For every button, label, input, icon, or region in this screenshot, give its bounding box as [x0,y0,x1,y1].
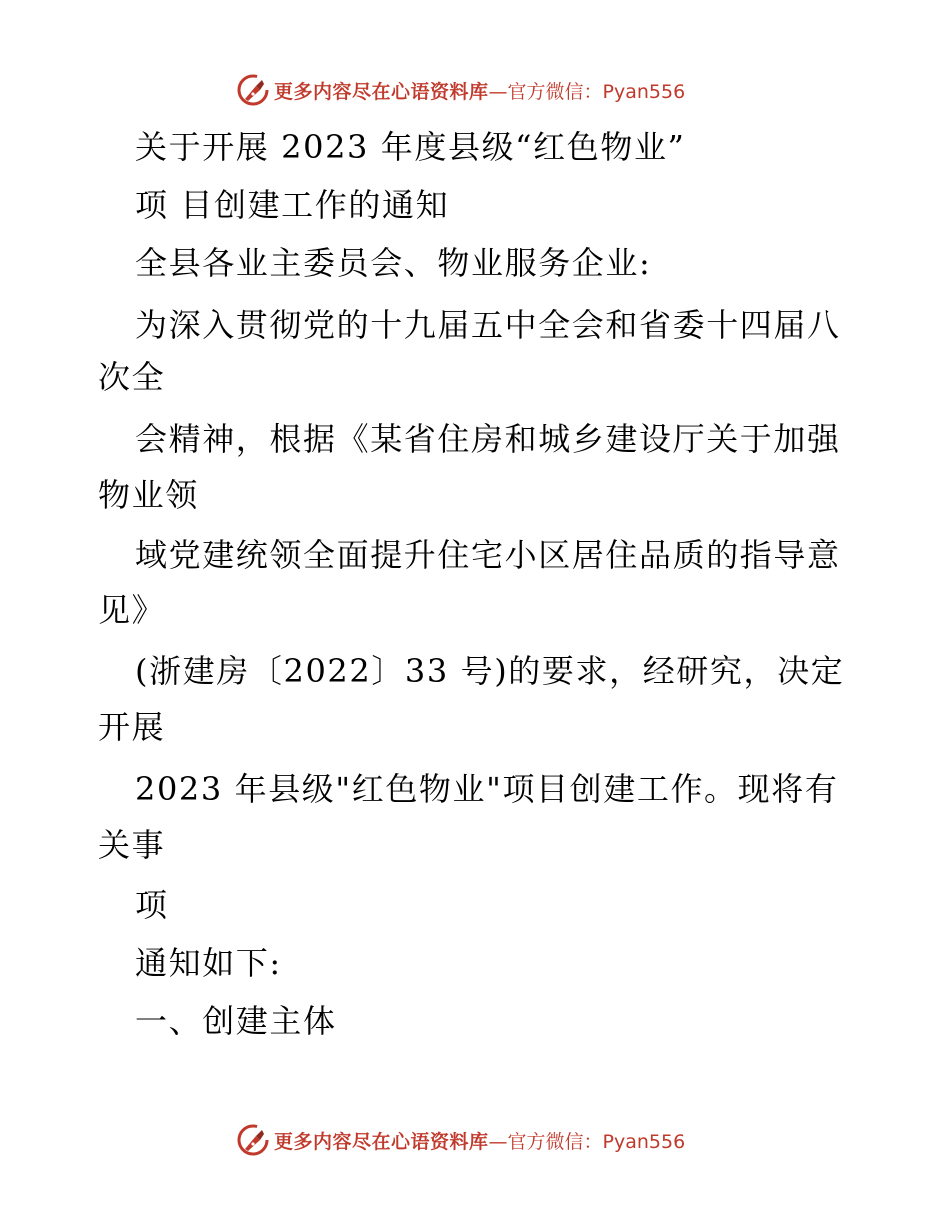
paragraph-line: 为深入贯彻党的十九届五中全会和省委十四届八 [135,306,841,344]
paragraph-line: 域党建统领全面提升住宅小区居住品质的指导意 [135,536,841,574]
paragraph-line: 2023 年县级"红色物业"项目创建工作。现将有 [135,770,839,808]
paragraph-line: 会精神，根据《某省住房和城乡建设厅关于加强 [135,420,841,458]
paragraph-line: 物业领 [98,476,199,514]
watermark-contact-text: —官方微信：Pyan556 [488,80,686,103]
paragraph-line: 通知如下: [135,944,282,982]
salutation: 全县各业主委员会、物业服务企业: [135,244,652,282]
paragraph-line: (浙建房〔2022〕33 号)的要求，经研究，决定 [135,652,845,690]
watermark-contact-text: —官方微信：Pyan556 [488,1130,686,1153]
paragraph-line: 见》 [98,591,166,629]
title-line-2: 项 目创建工作的通知 [135,186,450,224]
paragraph-line: 关事 [98,826,166,864]
pen-nib-logo-icon [236,73,270,107]
watermark-lead-text: 更多内容尽在心语资料库 [274,1130,489,1153]
pen-nib-logo-icon [236,1123,270,1157]
paragraph-line: 开展 [98,708,166,746]
paragraph-line: 次全 [98,358,166,396]
paragraph-line: 项 [135,886,169,924]
watermark-lead-text: 更多内容尽在心语资料库 [274,80,489,103]
title-line-1: 关于开展 2023 年度县级“红色物业” [135,128,686,166]
footer-watermark [236,1122,685,1158]
section-heading: 一、创建主体 [135,1002,337,1040]
header-watermark [236,72,685,108]
